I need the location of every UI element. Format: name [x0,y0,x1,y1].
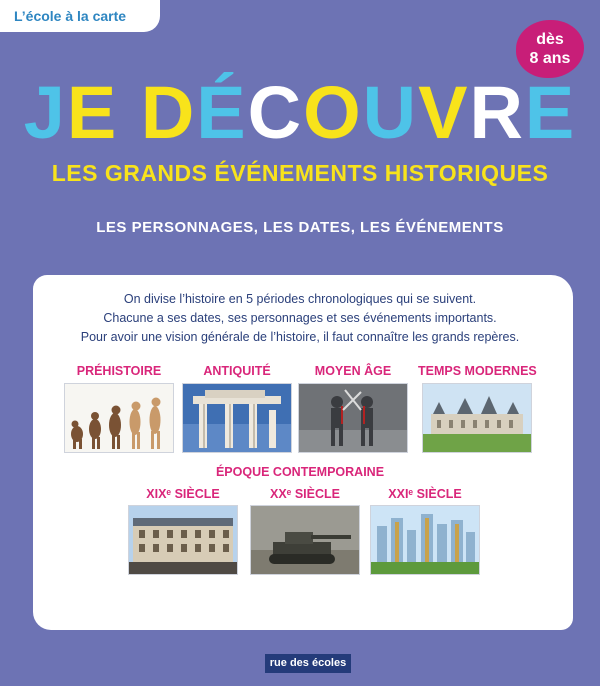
title-letter [118,70,141,156]
intro-line: Chacune a ses dates, ses personnages et ses événements importants. [103,311,497,325]
xxe-siecle-image [250,505,360,575]
title-letter: D [140,71,197,154]
main-title [0,70,600,156]
title-letter: U [362,71,419,154]
period-label: XIXᵉ SIÈCLE [146,487,220,501]
period-xixe-siecle [128,485,238,503]
epoque-contemporaine-label: ÉPOQUE CONTEMPORAINE [215,465,385,479]
period-xxie-siecle [370,485,480,503]
xxie-siecle-image [370,505,480,575]
period-xxe-siecle [250,485,360,503]
series-tag: L’école à la carte [0,0,160,32]
subtitle: LES GRANDS ÉVÉNEMENTS HISTORIQUES [51,160,549,186]
prehistoire-image [64,383,174,453]
temps-modernes-image [422,383,532,453]
period-label: ANTIQUITÉ [203,364,271,378]
xixe-siecle-image [128,505,238,575]
period-moyen-age [298,362,408,380]
intro-line: On divise l’histoire en 5 périodes chronologiques qui se suivent. [123,292,477,306]
period-label: TEMPS MODERNES [418,364,537,378]
period-prehistoire [64,362,174,380]
moyen-age-image [298,383,408,453]
tagline: LES PERSONNAGES, LES DATES, LES ÉVÉNEMENTS [96,219,504,236]
title-letter: E [66,71,119,154]
age-badge-line2: 8 ans [529,50,571,67]
intro-line: Pour avoir une vision générale de l’histoire, il faut connaître les grands repères. [80,330,520,344]
title-letter: É [196,71,248,154]
title-letter: C [247,71,304,154]
period-label: MOYEN ÂGE [314,364,392,378]
title-letter: J [23,71,67,154]
period-label: XXᵉ SIÈCLE [270,487,340,501]
intro-text [0,290,600,347]
period-temps-modernes [418,362,536,380]
publisher-logo: rue des écoles [265,654,351,673]
period-label: PRÉHISTOIRE [76,364,162,378]
antiquite-image [182,383,292,453]
title-letter: R [469,71,525,154]
title-letter: V [418,71,470,154]
title-letter: E [524,71,577,154]
title-letter: O [303,71,363,154]
age-badge-line1: dès [536,31,564,48]
period-antiquite [182,362,292,380]
period-label: XXIᵉ SIÈCLE [388,487,462,501]
